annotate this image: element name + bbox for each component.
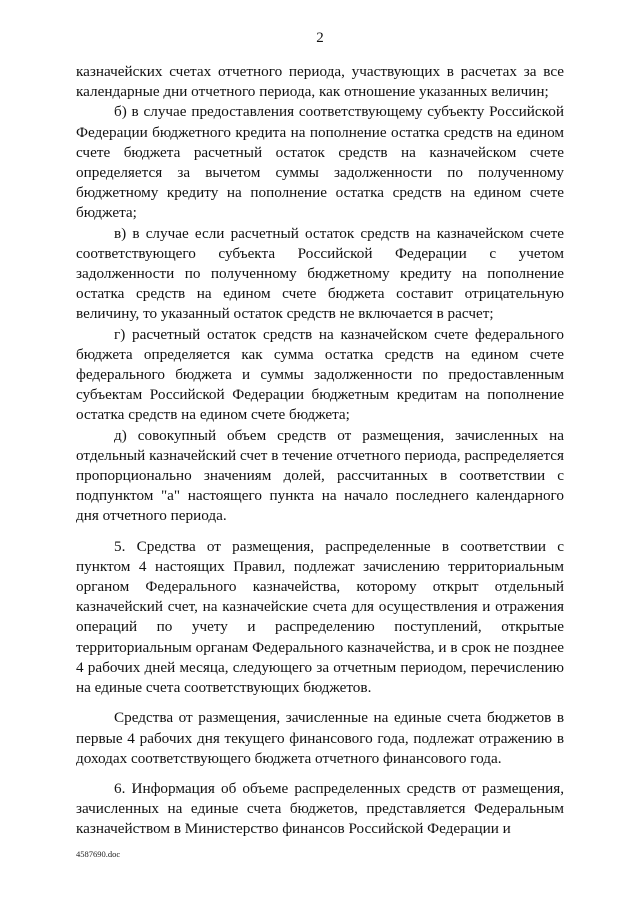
paragraph-item-b: б) в случае предоставления соответствующему субъекту Российской Федерации бюджетного кредита на пополнение остатка средств на едином счете бюджета расчетный остаток средств на казначейском счете определяется за вычетом суммы задолженности по полученному бюджетному кредиту на пополнение остатка средств на едином счете бюджета; (76, 103, 564, 222)
paragraph-item-d: д) совокупный объем средств от размещения, зачисленных на отдельный казначейский счет в течение отчетного периода, распределяется пропорционально значениям долей, рассчитанных в соответствии с подпунктом "а" настоящего пункта на начало последнего календарного дня отчетного периода. (76, 426, 564, 525)
paragraph-clause-6: 6. Информация об объеме распределенных средств от размещения, зачисленных на единые счета бюджетов, представляется Федеральным казначейством в Министерство финансов Российской Федерации и (76, 779, 564, 838)
paragraph-item-g: г) расчетный остаток средств на казначейском счете федерального бюджета определяется как сумма остатка средств на едином счете федерального бюджета и суммы задолженности по предоставленным субъектам Российской Федерации бюджетным кредитам на пополнение остатка средств на едином счете бюджета; (76, 325, 564, 424)
paragraph-clause-5: 5. Средства от размещения, распределенные в соответствии с пунктом 4 настоящих Правил, подлежат зачислению территориальным органом Федерального казначейства, которому открыт отдельный казначейский счет, на казначейские счета для осуществления и отражения операций по учету и распределению поступлений, открытые территориальным органам Федерального казначейства, и в срок не позднее 4 рабочих дней месяца, следующего за отчетным периодом, перечислению на единые счета соответствующих бюджетов. (76, 537, 564, 697)
paragraph-continuation: казначейских счетах отчетного периода, участвующих в расчетах за все календарные дни отчетного периода, как отношение указанных величин; (76, 63, 564, 101)
paragraph-clause-5-note: Средства от размещения, зачисленные на единые счета бюджетов в первые 4 рабочих дня текущего финансового года, подлежат отражению в доходах соответствующего бюджета отчетного финансового года. (76, 709, 564, 767)
page-number: 2 (316, 30, 324, 46)
document-body (76, 62, 564, 840)
footer-file-name: 4587690.doc (76, 849, 121, 859)
paragraph-item-v: в) в случае если расчетный остаток средств на казначейском счете соответствующего субъекта Российской Федерации с учетом задолженности по полученному бюджетному кредиту на пополнение остатка средств на едином счете бюджета составит отрицательную величину, то указанный остаток средств не включается в расчет; (76, 224, 564, 323)
